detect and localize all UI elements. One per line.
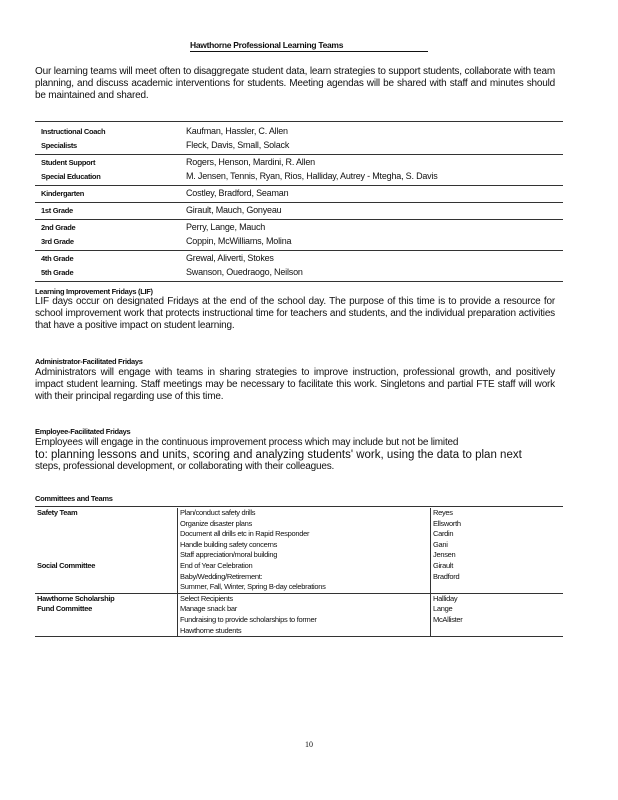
duty-item: Select Recipients [180,593,233,603]
staff-role: 5th Grade [41,268,74,277]
table-top-rule [35,121,563,122]
admin-heading: Administrator-Facilitated Fridays [35,357,143,366]
duty-item: Fundraising to provide scholarships to former [180,614,317,624]
committee-name-cell [35,508,178,593]
staff-group [35,203,563,220]
staff-row [35,266,563,280]
staff-row [35,125,563,139]
duty-item: Plan/conduct safety drills [180,508,256,517]
staff-teams-table [35,124,563,282]
committee-members-cell [431,593,564,636]
committee-name: Fund Committee [37,604,92,614]
member-item: Reyes [433,508,453,517]
committee-name: Social Committee [37,560,96,570]
staff-names: Girault, Mauch, Gonyeau [186,205,282,215]
staff-role: Student Support [41,158,96,167]
staff-row [35,187,563,201]
staff-names: Perry, Lange, Mauch [186,222,266,232]
staff-names: Coppin, McWilliams, Molina [186,236,292,246]
member-item: Cardin [433,529,454,539]
member-item: Lange [433,604,453,614]
member-item: Girault [433,560,453,570]
committee-members-cell [431,508,564,593]
staff-names: Costley, Bradford, Seaman [186,188,289,198]
staff-group [35,124,563,155]
staff-role: 4th Grade [41,254,74,263]
staff-role: Instructional Coach [41,127,106,136]
staff-group [35,220,563,251]
duty-item: Summer, Fall, Winter, Spring B-day celebrations [180,582,326,592]
admin-paragraph: Administrators will engage with teams in sharing strategies to improve instruction, professional growth, and positively impact student learning. Staff meetings may be necessary to facilitate this work. Singletons and partial FTE staff will work with their principal regarding use of this time. [35,367,555,402]
employee-line-3: steps, professional development, or collaborating with their colleagues. [35,461,335,472]
member-item: Jensen [433,550,456,560]
employee-line-1: Employees will engage in the continuous improvement process which may include but not be limited [35,437,459,448]
committees-table [35,508,563,637]
staff-names: Grewal, Aliverti, Stokes [186,253,274,263]
staff-names: Swanson, Ouedraogo, Neilson [186,267,303,277]
committee-duties-cell [178,593,431,636]
page-title: Hawthorne Professional Learning Teams [190,40,428,52]
member-item: McAllister [433,614,463,624]
staff-row [35,235,563,249]
staff-row [35,204,563,218]
member-item: Gani [433,539,448,549]
staff-row [35,156,563,170]
duty-item: Hawthorne students [180,625,242,635]
duty-item: Baby/Wedding/Retirement: [180,571,263,581]
staff-group [35,186,563,203]
committee-row [35,508,563,593]
staff-group [35,155,563,186]
staff-role: 3rd Grade [41,237,74,246]
staff-row [35,221,563,235]
staff-role: 1st Grade [41,206,73,215]
duty-item: Handle building safety concerns [180,539,278,549]
duty-item: End of Year Celebration [180,560,253,570]
staff-names: Rogers, Henson, Mardini, R. Allen [186,157,315,167]
lif-heading: Learning Improvement Fridays (LIF) [35,287,153,296]
member-item: Halliday [433,593,458,603]
member-item: Ellsworth [433,518,461,528]
staff-row [35,252,563,266]
staff-role: Kindergarten [41,189,85,198]
committees-top-rule [35,506,563,507]
committee-duties-cell [178,508,431,593]
staff-row [35,139,563,153]
committees-heading: Committees and Teams [35,494,113,503]
employee-paragraph [35,437,555,473]
employee-line-2: to: planning lessons and units, scoring and analyzing students' work, using the data to plan next [35,449,522,461]
staff-group [35,251,563,282]
staff-names: Fleck, Davis, Small, Solack [186,140,290,150]
staff-role: Specialists [41,141,77,150]
duty-item: Organize disaster plans [180,518,252,528]
duty-item: Manage snack bar [180,604,237,614]
member-item: Bradford [433,571,460,581]
staff-names: Kaufman, Hassler, C. Allen [186,126,288,136]
committee-name: Safety Team [37,508,78,517]
committee-name-cell [35,593,178,636]
page-number: 10 [305,740,313,749]
committee-name: Hawthorne Scholarship [37,593,115,603]
duty-item: Staff appreciation/moral building [180,550,278,560]
duty-item: Document all drills etc in Rapid Responder [180,529,310,539]
staff-role: Special Education [41,172,101,181]
employee-heading: Employee-Facilitated Fridays [35,427,131,436]
staff-role: 2nd Grade [41,223,76,232]
staff-row [35,170,563,184]
intro-paragraph: Our learning teams will meet often to disaggregate student data, learn strategies to support students, collaborate with team planning, and discuss academic interventions for students. Meeting agendas will be shared with staff and minutes should be maintained and shared. [35,66,555,101]
committee-row [35,593,563,636]
lif-paragraph: LIF days occur on designated Fridays at the end of the school day. The purpose of this time is to provide a resource for school improvement work that protects instructional time for teachers and students, and the individual preparation activities that have a positive impact on student learning. [35,296,555,331]
staff-names: M. Jensen, Tennis, Ryan, Rios, Halliday, Autrey - Mtegha, S. Davis [186,171,438,181]
